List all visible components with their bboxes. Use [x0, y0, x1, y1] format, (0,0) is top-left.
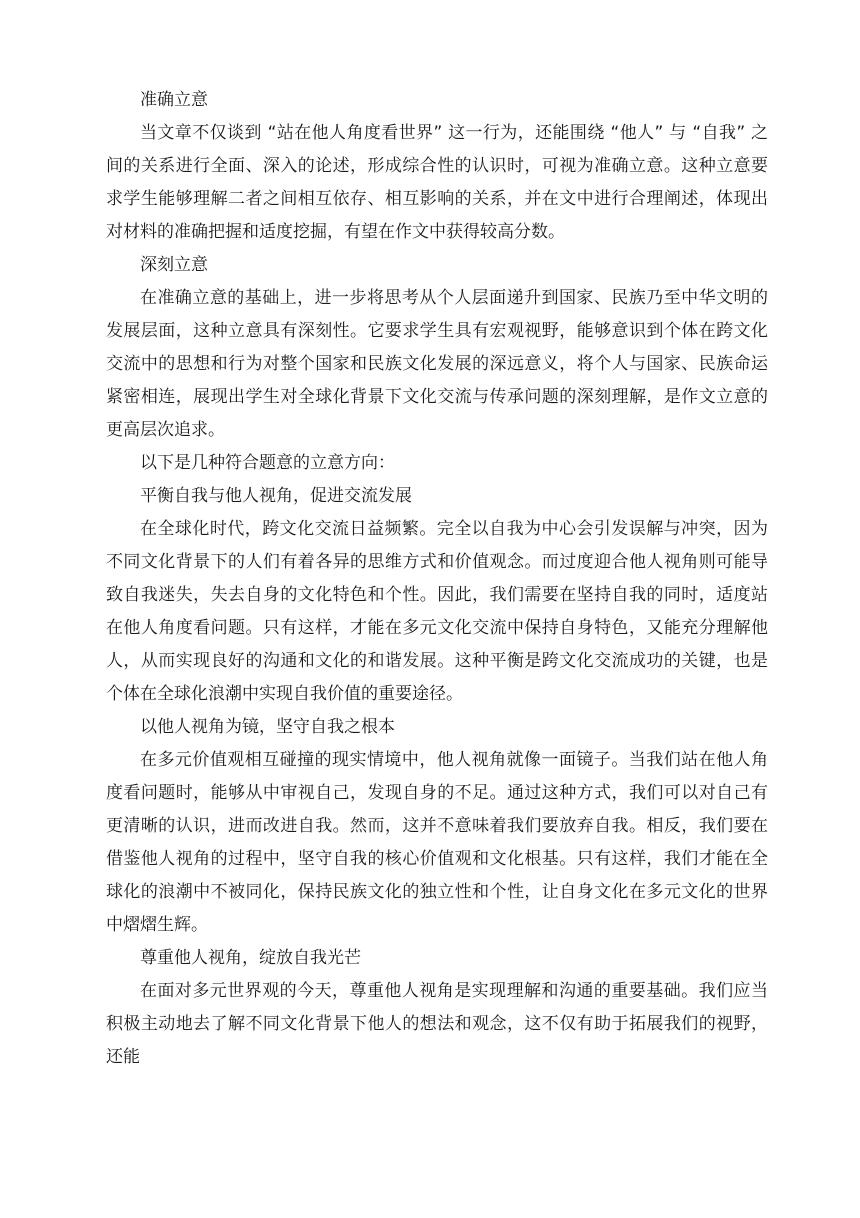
heading-respect: 尊重他人视角，绽放自我光芒: [140, 948, 361, 968]
paragraph-mirror: 在多元价值观相互碰撞的现实情境中，他人视角就像一面镜子。当我们站在他人角度看问题时，能够从中审视自己，发现自身的不足。通过这种方式，我们可以对自己有更清晰的认识，进而改进自我。然而，这并不意味着我们要放弃自我。相反，我们要在借鉴他人视角的过程中，坚守自我的核心价值观和文化根基。只有这样，我们才能在全球化的浪潮中不被同化，保持民族文化的独立性和个性，让自身文化在多元文化的世界中熠熠生辉。: [106, 750, 768, 935]
paragraph-accurate-theme: 当文章不仅谈到 “站在他人角度看世界” 这一行为，还能围绕 “他人” 与 “自我” 之间的关系进行全面、深入的论述，形成综合性的认识时，可视为准确立意。这种立意要求学生能够理解二者之间相互依存、相互影响的关系，并在文中进行合理阐述，体现出对材料的准确把握和适度挖掘，有望在作文中获得较高分数。: [106, 123, 768, 242]
heading-deep-theme: 深刻立意: [140, 255, 208, 275]
paragraph-respect: 在面对多元世界观的今天，尊重他人视角是实现理解和沟通的重要基础。我们应当积极主动地去了解不同文化背景下他人的想法和观念，这不仅有助于拓展我们的视野，还能: [106, 981, 768, 1067]
document-page: [106, 84, 768, 1074]
paragraph-deep-theme: 在准确立意的基础上，进一步将思考从个人层面递升到国家、民族乃至中华文明的发展层面，这种立意具有深刻性。它要求学生具有宏观视野，能够意识到个体在跨文化交流中的思想和行为对整个国家和民族文化发展的深远意义，将个人与国家、民族命运紧密相连，展现出学生对全球化背景下文化交流与传承问题的深刻理解，是作文立意的更高层次追求。: [106, 288, 768, 440]
heading-mirror: 以他人视角为镜，坚守自我之根本: [140, 717, 395, 737]
paragraph-balance: 在全球化时代，跨文化交流日益频繁。完全以自我为中心会引发误解与冲突，因为不同文化背景下的人们有着各异的思维方式和价值观念。而过度迎合他人视角则可能导致自我迷失，失去自身的文化特色和个性。因此，我们需要在坚持自我的同时，适度站在他人角度看问题。只有这样，才能在多元文化交流中保持自身特色，又能充分理解他人，从而实现良好的沟通和文化的和谐发展。这种平衡是跨文化交流成功的关键，也是个体在全球化浪潮中实现自我价值的重要途径。: [106, 519, 768, 704]
intro-theme-directions: 以下是几种符合题意的立意方向：: [140, 453, 395, 473]
heading-accurate-theme: 准确立意: [140, 90, 208, 110]
heading-balance: 平衡自我与他人视角，促进交流发展: [140, 486, 412, 506]
